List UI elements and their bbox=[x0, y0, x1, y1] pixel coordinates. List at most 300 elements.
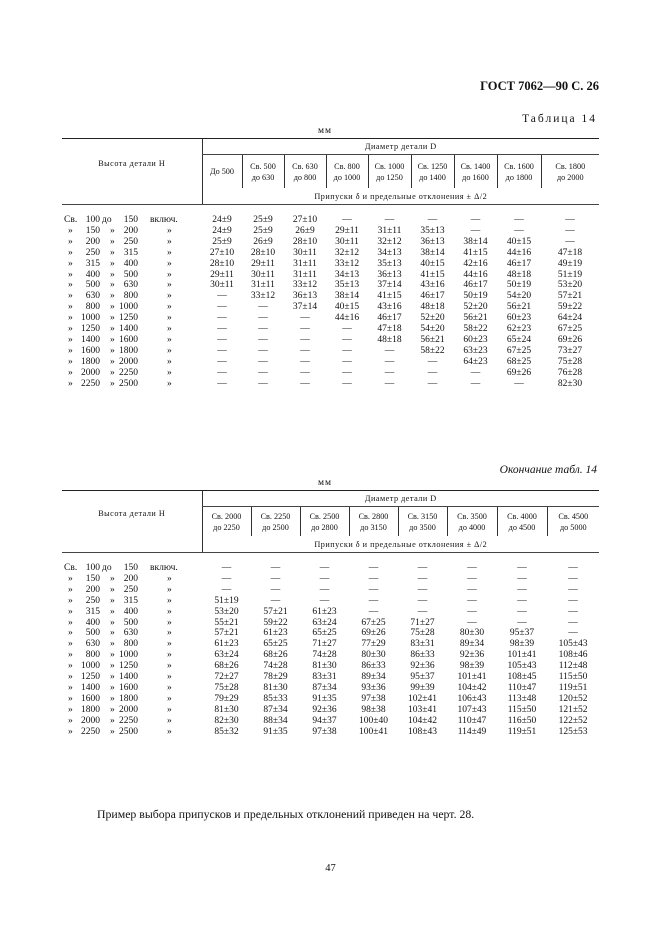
height-suf: » bbox=[167, 628, 172, 639]
value-cell: 72±27 bbox=[214, 672, 239, 683]
column-header bbox=[284, 155, 326, 189]
value-cell: — bbox=[258, 345, 268, 356]
value-cell: 97±38 bbox=[312, 726, 337, 737]
value-cell: 110±47 bbox=[457, 715, 487, 726]
column-header bbox=[251, 507, 300, 537]
value-cell: 50±19 bbox=[463, 291, 488, 302]
height-sep: » bbox=[110, 378, 115, 389]
value-cell: 81±30 bbox=[312, 661, 337, 672]
value-cell: — bbox=[467, 595, 477, 606]
value-cell: 30±11 bbox=[210, 280, 234, 291]
value-cell: 59±22 bbox=[557, 302, 583, 313]
value-cell: — bbox=[217, 378, 227, 389]
column-header-from: До 500 bbox=[209, 167, 234, 176]
height-pre: » bbox=[68, 258, 73, 269]
height-from: 2250 bbox=[81, 378, 100, 389]
value-cell: 29±11 bbox=[335, 225, 359, 236]
value-cell: — bbox=[217, 345, 227, 356]
height-suf: » bbox=[167, 225, 172, 236]
value-cell: — bbox=[300, 378, 310, 389]
height-pre: » bbox=[68, 606, 73, 617]
height-from: 200 bbox=[85, 236, 100, 247]
height-range-label bbox=[62, 639, 202, 650]
height-suf: » bbox=[167, 269, 172, 280]
height-to: 200 bbox=[123, 225, 138, 236]
value-cell: — bbox=[470, 378, 481, 389]
height-range-label bbox=[62, 368, 202, 379]
height-to: 400 bbox=[123, 258, 138, 269]
value-cell: 59±22 bbox=[263, 617, 288, 628]
value-cell: — bbox=[467, 584, 477, 595]
table-row bbox=[62, 313, 599, 324]
height-to: 1400 bbox=[119, 324, 138, 335]
value-cell: — bbox=[270, 563, 281, 573]
column-header-from: Св. 1800 bbox=[555, 161, 586, 171]
column-header bbox=[326, 155, 368, 189]
column-header-from: Св. 2500 bbox=[309, 511, 340, 521]
height-pre: » bbox=[68, 302, 73, 313]
value-cell: — bbox=[217, 302, 227, 313]
height-from: 1800 bbox=[81, 356, 100, 367]
height-suf: » bbox=[167, 302, 172, 313]
height-suf: » bbox=[167, 324, 172, 335]
value-cell: — bbox=[217, 313, 227, 324]
height-range-label bbox=[62, 226, 202, 237]
value-cell: 35±13 bbox=[377, 258, 402, 269]
table-row bbox=[62, 607, 599, 618]
value-cell: 113±48 bbox=[507, 693, 537, 704]
value-cell: 30±11 bbox=[251, 269, 275, 280]
value-cell: 89±34 bbox=[361, 672, 386, 683]
table-1-label: Таблица 14 bbox=[522, 113, 597, 125]
value-cell: 41±15 bbox=[420, 269, 445, 280]
height-sep: » bbox=[110, 617, 115, 628]
value-cell: 64±23 bbox=[463, 356, 488, 367]
value-cell: — bbox=[270, 573, 281, 584]
tolerance-header-row bbox=[62, 536, 599, 553]
height-pre: » bbox=[68, 682, 73, 693]
value-cell: 115±50 bbox=[507, 704, 537, 715]
height-to: 2250 bbox=[119, 367, 138, 378]
height-suf: » bbox=[167, 715, 172, 726]
value-cell: 121±52 bbox=[558, 704, 588, 715]
value-cell: — bbox=[319, 573, 330, 584]
table-row bbox=[62, 324, 599, 335]
tolerance-header-row bbox=[62, 188, 599, 205]
height-pre: » bbox=[68, 345, 73, 356]
height-pre: » bbox=[68, 693, 73, 704]
row-header: Высота детали H bbox=[62, 491, 202, 537]
value-cell: 27±10 bbox=[292, 215, 318, 225]
height-range-label bbox=[62, 618, 202, 629]
value-cell: 37±14 bbox=[292, 302, 318, 313]
value-cell: — bbox=[217, 334, 227, 345]
group-header-row bbox=[62, 491, 599, 507]
value-cell: — bbox=[417, 595, 428, 606]
height-from: 400 bbox=[85, 617, 100, 628]
height-suf: » bbox=[167, 367, 172, 378]
height-from: 100 bbox=[85, 215, 100, 225]
value-cell: — bbox=[342, 334, 352, 345]
value-cell: — bbox=[568, 573, 578, 584]
value-cell: 106±43 bbox=[457, 693, 487, 704]
height-pre: » bbox=[68, 617, 73, 628]
value-cell: 54±20 bbox=[420, 324, 445, 335]
height-pre: » bbox=[68, 247, 73, 258]
value-cell: 98±39 bbox=[509, 639, 535, 650]
height-suf: » bbox=[167, 606, 172, 617]
height-to: 1800 bbox=[119, 345, 138, 356]
column-header bbox=[398, 507, 447, 537]
value-cell: 98±38 bbox=[361, 704, 386, 715]
value-cell: 65±25 bbox=[263, 639, 288, 650]
tolerance-header: Припуски δ и предельные отклонения ± Δ/2 bbox=[202, 536, 599, 553]
height-range-label bbox=[62, 248, 202, 259]
value-cell: 77±29 bbox=[361, 639, 386, 650]
height-to: 500 bbox=[123, 269, 138, 280]
value-cell: — bbox=[300, 367, 310, 378]
value-cell: — bbox=[514, 215, 524, 225]
value-cell: 102±41 bbox=[408, 693, 437, 704]
height-suf: » bbox=[167, 378, 172, 389]
height-sep: до bbox=[102, 563, 112, 573]
value-cell: — bbox=[384, 215, 395, 225]
height-from: 1250 bbox=[81, 672, 100, 683]
column-header-from: Св. 4000 bbox=[507, 511, 537, 521]
value-cell: 85±33 bbox=[263, 693, 288, 704]
table-row bbox=[62, 727, 599, 738]
value-cell: 61±23 bbox=[312, 606, 337, 617]
height-to: 250 bbox=[123, 236, 138, 247]
value-cell: — bbox=[368, 595, 379, 606]
value-cell: — bbox=[470, 367, 481, 378]
value-cell: — bbox=[467, 563, 477, 573]
column-header bbox=[454, 155, 497, 189]
height-to: 150 bbox=[123, 563, 138, 573]
value-cell: 85±32 bbox=[214, 726, 239, 737]
value-cell: 43±16 bbox=[377, 302, 402, 313]
height-range-label bbox=[62, 291, 202, 302]
value-cell: — bbox=[427, 356, 438, 367]
value-cell: 68±26 bbox=[263, 650, 288, 661]
value-cell: 38±14 bbox=[463, 236, 488, 247]
value-cell: 104±42 bbox=[408, 715, 437, 726]
value-cell: 36±13 bbox=[377, 269, 402, 280]
height-sep: » bbox=[110, 236, 115, 247]
value-cell: 86±33 bbox=[410, 650, 435, 661]
height-range-label bbox=[62, 335, 202, 346]
column-header-to: до 5000 bbox=[559, 522, 587, 532]
value-cell: 83±31 bbox=[410, 639, 435, 650]
value-cell: 40±15 bbox=[506, 236, 532, 247]
column-header-from: Св. 1250 bbox=[417, 161, 448, 171]
height-range-label bbox=[62, 661, 202, 672]
value-cell: 95±37 bbox=[509, 628, 535, 639]
height-to: 1600 bbox=[119, 334, 138, 345]
height-sep: » bbox=[110, 247, 115, 258]
value-cell: 63±24 bbox=[214, 650, 239, 661]
height-suf: » bbox=[167, 584, 172, 595]
height-from: 800 bbox=[85, 302, 100, 313]
column-header bbox=[202, 507, 251, 537]
value-cell: 44±16 bbox=[463, 269, 488, 280]
height-from: 800 bbox=[85, 650, 100, 661]
height-from: 150 bbox=[85, 225, 100, 236]
height-suf: » bbox=[167, 313, 172, 324]
value-cell: 80±30 bbox=[361, 650, 386, 661]
value-cell: 46±17 bbox=[463, 280, 488, 291]
column-header-from: Св. 630 bbox=[292, 161, 318, 171]
height-from: 250 bbox=[85, 247, 100, 258]
value-cell: 91±35 bbox=[312, 693, 337, 704]
height-to: 200 bbox=[123, 573, 138, 584]
value-cell: 35±13 bbox=[420, 225, 445, 236]
height-suf: » bbox=[167, 236, 172, 247]
value-cell: — bbox=[568, 595, 578, 606]
value-cell: 68±26 bbox=[214, 661, 239, 672]
height-pre: » bbox=[68, 704, 73, 715]
height-to: 1000 bbox=[119, 302, 138, 313]
value-cell: 48±18 bbox=[506, 269, 532, 280]
value-cell: 100±40 bbox=[359, 715, 388, 726]
value-cell: 91±35 bbox=[263, 726, 288, 737]
value-cell: 31±11 bbox=[293, 269, 317, 280]
value-cell: 86±33 bbox=[361, 661, 386, 672]
column-header bbox=[497, 507, 547, 537]
height-sep: » bbox=[110, 606, 115, 617]
height-range-label bbox=[62, 357, 202, 368]
height-pre: » bbox=[68, 378, 73, 389]
group-header-row bbox=[62, 139, 599, 155]
value-cell: 62±23 bbox=[506, 324, 532, 335]
value-cell: 68±25 bbox=[506, 356, 532, 367]
column-header-from: Св. 800 bbox=[334, 161, 360, 171]
value-cell: 115±50 bbox=[558, 672, 588, 683]
height-suf: » bbox=[167, 639, 172, 650]
height-range-label bbox=[62, 379, 202, 390]
table-row bbox=[62, 618, 599, 629]
height-pre: » bbox=[68, 661, 73, 672]
table-row bbox=[62, 563, 599, 574]
row-header: Высота детали H bbox=[62, 139, 202, 189]
value-cell: 29±11 bbox=[251, 258, 275, 269]
value-cell: — bbox=[417, 573, 428, 584]
height-sep: » bbox=[110, 258, 115, 269]
height-sep: до bbox=[102, 215, 112, 225]
value-cell: 46±17 bbox=[506, 258, 532, 269]
height-pre: » bbox=[68, 313, 73, 324]
height-from: 315 bbox=[85, 258, 100, 269]
height-suf: » bbox=[167, 595, 172, 606]
value-cell: 42±16 bbox=[463, 258, 488, 269]
height-sep: » bbox=[110, 693, 115, 704]
value-cell: 50±19 bbox=[506, 280, 532, 291]
table-row bbox=[62, 270, 599, 281]
table-1 bbox=[62, 138, 599, 400]
height-suf: включ. bbox=[150, 215, 178, 225]
value-cell: 63±23 bbox=[463, 345, 488, 356]
value-cell: — bbox=[258, 367, 268, 378]
table-row bbox=[62, 574, 599, 585]
value-cell: 56±21 bbox=[420, 334, 445, 345]
height-from: 2000 bbox=[81, 715, 100, 726]
value-cell: — bbox=[270, 584, 281, 595]
height-from: 1800 bbox=[81, 704, 100, 715]
value-cell: 75±28 bbox=[214, 682, 239, 693]
value-cell: 40±15 bbox=[334, 302, 360, 313]
value-cell: — bbox=[217, 367, 227, 378]
value-cell: 99±39 bbox=[410, 682, 435, 693]
value-cell: 28±10 bbox=[292, 236, 318, 247]
height-sep: » bbox=[110, 661, 115, 672]
value-cell: — bbox=[258, 356, 268, 367]
value-cell: — bbox=[258, 302, 268, 313]
value-cell: 125±53 bbox=[558, 726, 588, 737]
value-cell: 93±36 bbox=[361, 682, 386, 693]
height-suf: » bbox=[167, 726, 172, 737]
column-header bbox=[242, 155, 284, 189]
column-header-from: Св. 2250 bbox=[260, 511, 291, 521]
column-header-from: Св. 1600 bbox=[504, 161, 534, 171]
table-row bbox=[62, 672, 599, 683]
value-cell: 41±15 bbox=[463, 247, 488, 258]
height-to: 2000 bbox=[119, 704, 138, 715]
height-suf: » bbox=[167, 661, 172, 672]
table-row bbox=[62, 248, 599, 259]
tolerance-header-blank bbox=[62, 188, 202, 205]
height-sep: » bbox=[110, 628, 115, 639]
value-cell: 25±9 bbox=[212, 236, 232, 247]
height-pre: » bbox=[68, 356, 73, 367]
height-range-label bbox=[62, 302, 202, 313]
column-header bbox=[497, 155, 541, 189]
value-cell: 28±10 bbox=[209, 258, 235, 269]
column-header-from: Св. 3500 bbox=[457, 511, 487, 521]
height-to: 1000 bbox=[119, 650, 138, 661]
table-row bbox=[62, 368, 599, 379]
height-pre: » bbox=[68, 584, 73, 595]
value-cell: 26±9 bbox=[295, 225, 315, 236]
value-cell: — bbox=[300, 334, 310, 345]
value-cell: 31±11 bbox=[251, 280, 275, 291]
height-range-label bbox=[62, 346, 202, 357]
height-pre: » bbox=[68, 650, 73, 661]
value-cell: 27±10 bbox=[209, 247, 235, 258]
value-cell: 98±39 bbox=[459, 661, 485, 672]
value-cell: — bbox=[270, 595, 281, 606]
value-cell: — bbox=[217, 291, 227, 302]
value-cell: 38±14 bbox=[420, 247, 445, 258]
value-cell: 67±25 bbox=[557, 324, 583, 335]
height-suf: » bbox=[167, 345, 172, 356]
height-pre: » bbox=[68, 628, 73, 639]
height-sep: » bbox=[110, 595, 115, 606]
tolerance-header: Припуски δ и предельные отклонения ± Δ/2 bbox=[202, 188, 599, 205]
value-cell: 53±20 bbox=[557, 280, 583, 291]
height-pre: » bbox=[68, 595, 73, 606]
height-pre: » bbox=[68, 639, 73, 650]
height-sep: » bbox=[110, 324, 115, 335]
value-cell: 64±24 bbox=[557, 313, 583, 324]
height-from: 250 bbox=[85, 595, 100, 606]
height-suf: » bbox=[167, 280, 172, 291]
column-header-to: до 800 bbox=[293, 172, 317, 182]
value-cell: — bbox=[319, 584, 330, 595]
height-range-label bbox=[62, 574, 202, 585]
height-suf: » bbox=[167, 334, 172, 345]
value-cell: 69±26 bbox=[361, 628, 386, 639]
height-from: 315 bbox=[85, 606, 100, 617]
value-cell: 57±21 bbox=[263, 606, 288, 617]
height-range-label bbox=[62, 683, 202, 694]
column-header-to: до 3500 bbox=[409, 522, 436, 532]
column-header-from: Св. 2800 bbox=[358, 511, 389, 521]
value-cell: 56±21 bbox=[463, 313, 488, 324]
height-from: 1400 bbox=[81, 682, 100, 693]
height-range-label bbox=[62, 716, 202, 727]
height-from: 500 bbox=[85, 628, 100, 639]
page-number: 47 bbox=[325, 863, 336, 874]
table-row bbox=[62, 346, 599, 357]
height-pre: » bbox=[68, 573, 73, 584]
height-to: 315 bbox=[123, 247, 138, 258]
column-header-from: Св. 500 bbox=[250, 161, 276, 171]
height-suf: » bbox=[167, 672, 172, 683]
height-suf: » bbox=[167, 693, 172, 704]
height-from: 1600 bbox=[81, 345, 100, 356]
column-header-from: Св. 1000 bbox=[374, 161, 405, 171]
height-from: 1400 bbox=[81, 334, 100, 345]
value-cell: — bbox=[467, 606, 477, 617]
value-cell: 110±47 bbox=[507, 682, 537, 693]
height-to: 2500 bbox=[119, 378, 138, 389]
value-cell: — bbox=[517, 617, 527, 628]
value-cell: 87±34 bbox=[312, 682, 337, 693]
table-row bbox=[62, 215, 599, 226]
value-cell: 32±12 bbox=[334, 247, 360, 258]
value-cell: 36±13 bbox=[292, 291, 318, 302]
height-sep: » bbox=[110, 682, 115, 693]
table-row bbox=[62, 694, 599, 705]
column-header-to: до 1250 bbox=[376, 172, 403, 182]
value-cell: 43±16 bbox=[420, 280, 445, 291]
table-1-unit: мм bbox=[318, 126, 333, 136]
column-header-to: до 1600 bbox=[462, 172, 489, 182]
height-to: 630 bbox=[123, 280, 138, 291]
table-row bbox=[62, 661, 599, 672]
value-cell: — bbox=[221, 563, 232, 573]
value-cell: — bbox=[417, 584, 428, 595]
value-cell: 36±13 bbox=[420, 236, 445, 247]
value-cell: — bbox=[514, 378, 524, 389]
example-note: Пример выбора припусков и предельных отклонений приведен на черт. 28. bbox=[97, 807, 475, 821]
height-to: 1800 bbox=[119, 693, 138, 704]
height-to: 2500 bbox=[119, 726, 138, 737]
value-cell: — bbox=[568, 606, 578, 617]
value-cell: — bbox=[384, 367, 395, 378]
value-cell: — bbox=[217, 356, 227, 367]
value-cell: 46±17 bbox=[420, 291, 445, 302]
value-cell: — bbox=[568, 563, 578, 573]
value-cell: 57±21 bbox=[557, 291, 583, 302]
height-pre: Св. bbox=[64, 563, 78, 573]
height-range-label bbox=[62, 694, 202, 705]
height-from: 400 bbox=[85, 269, 100, 280]
height-to: 400 bbox=[123, 606, 138, 617]
height-to: 150 bbox=[123, 215, 138, 225]
height-from: 200 bbox=[85, 584, 100, 595]
height-sep: » bbox=[110, 704, 115, 715]
